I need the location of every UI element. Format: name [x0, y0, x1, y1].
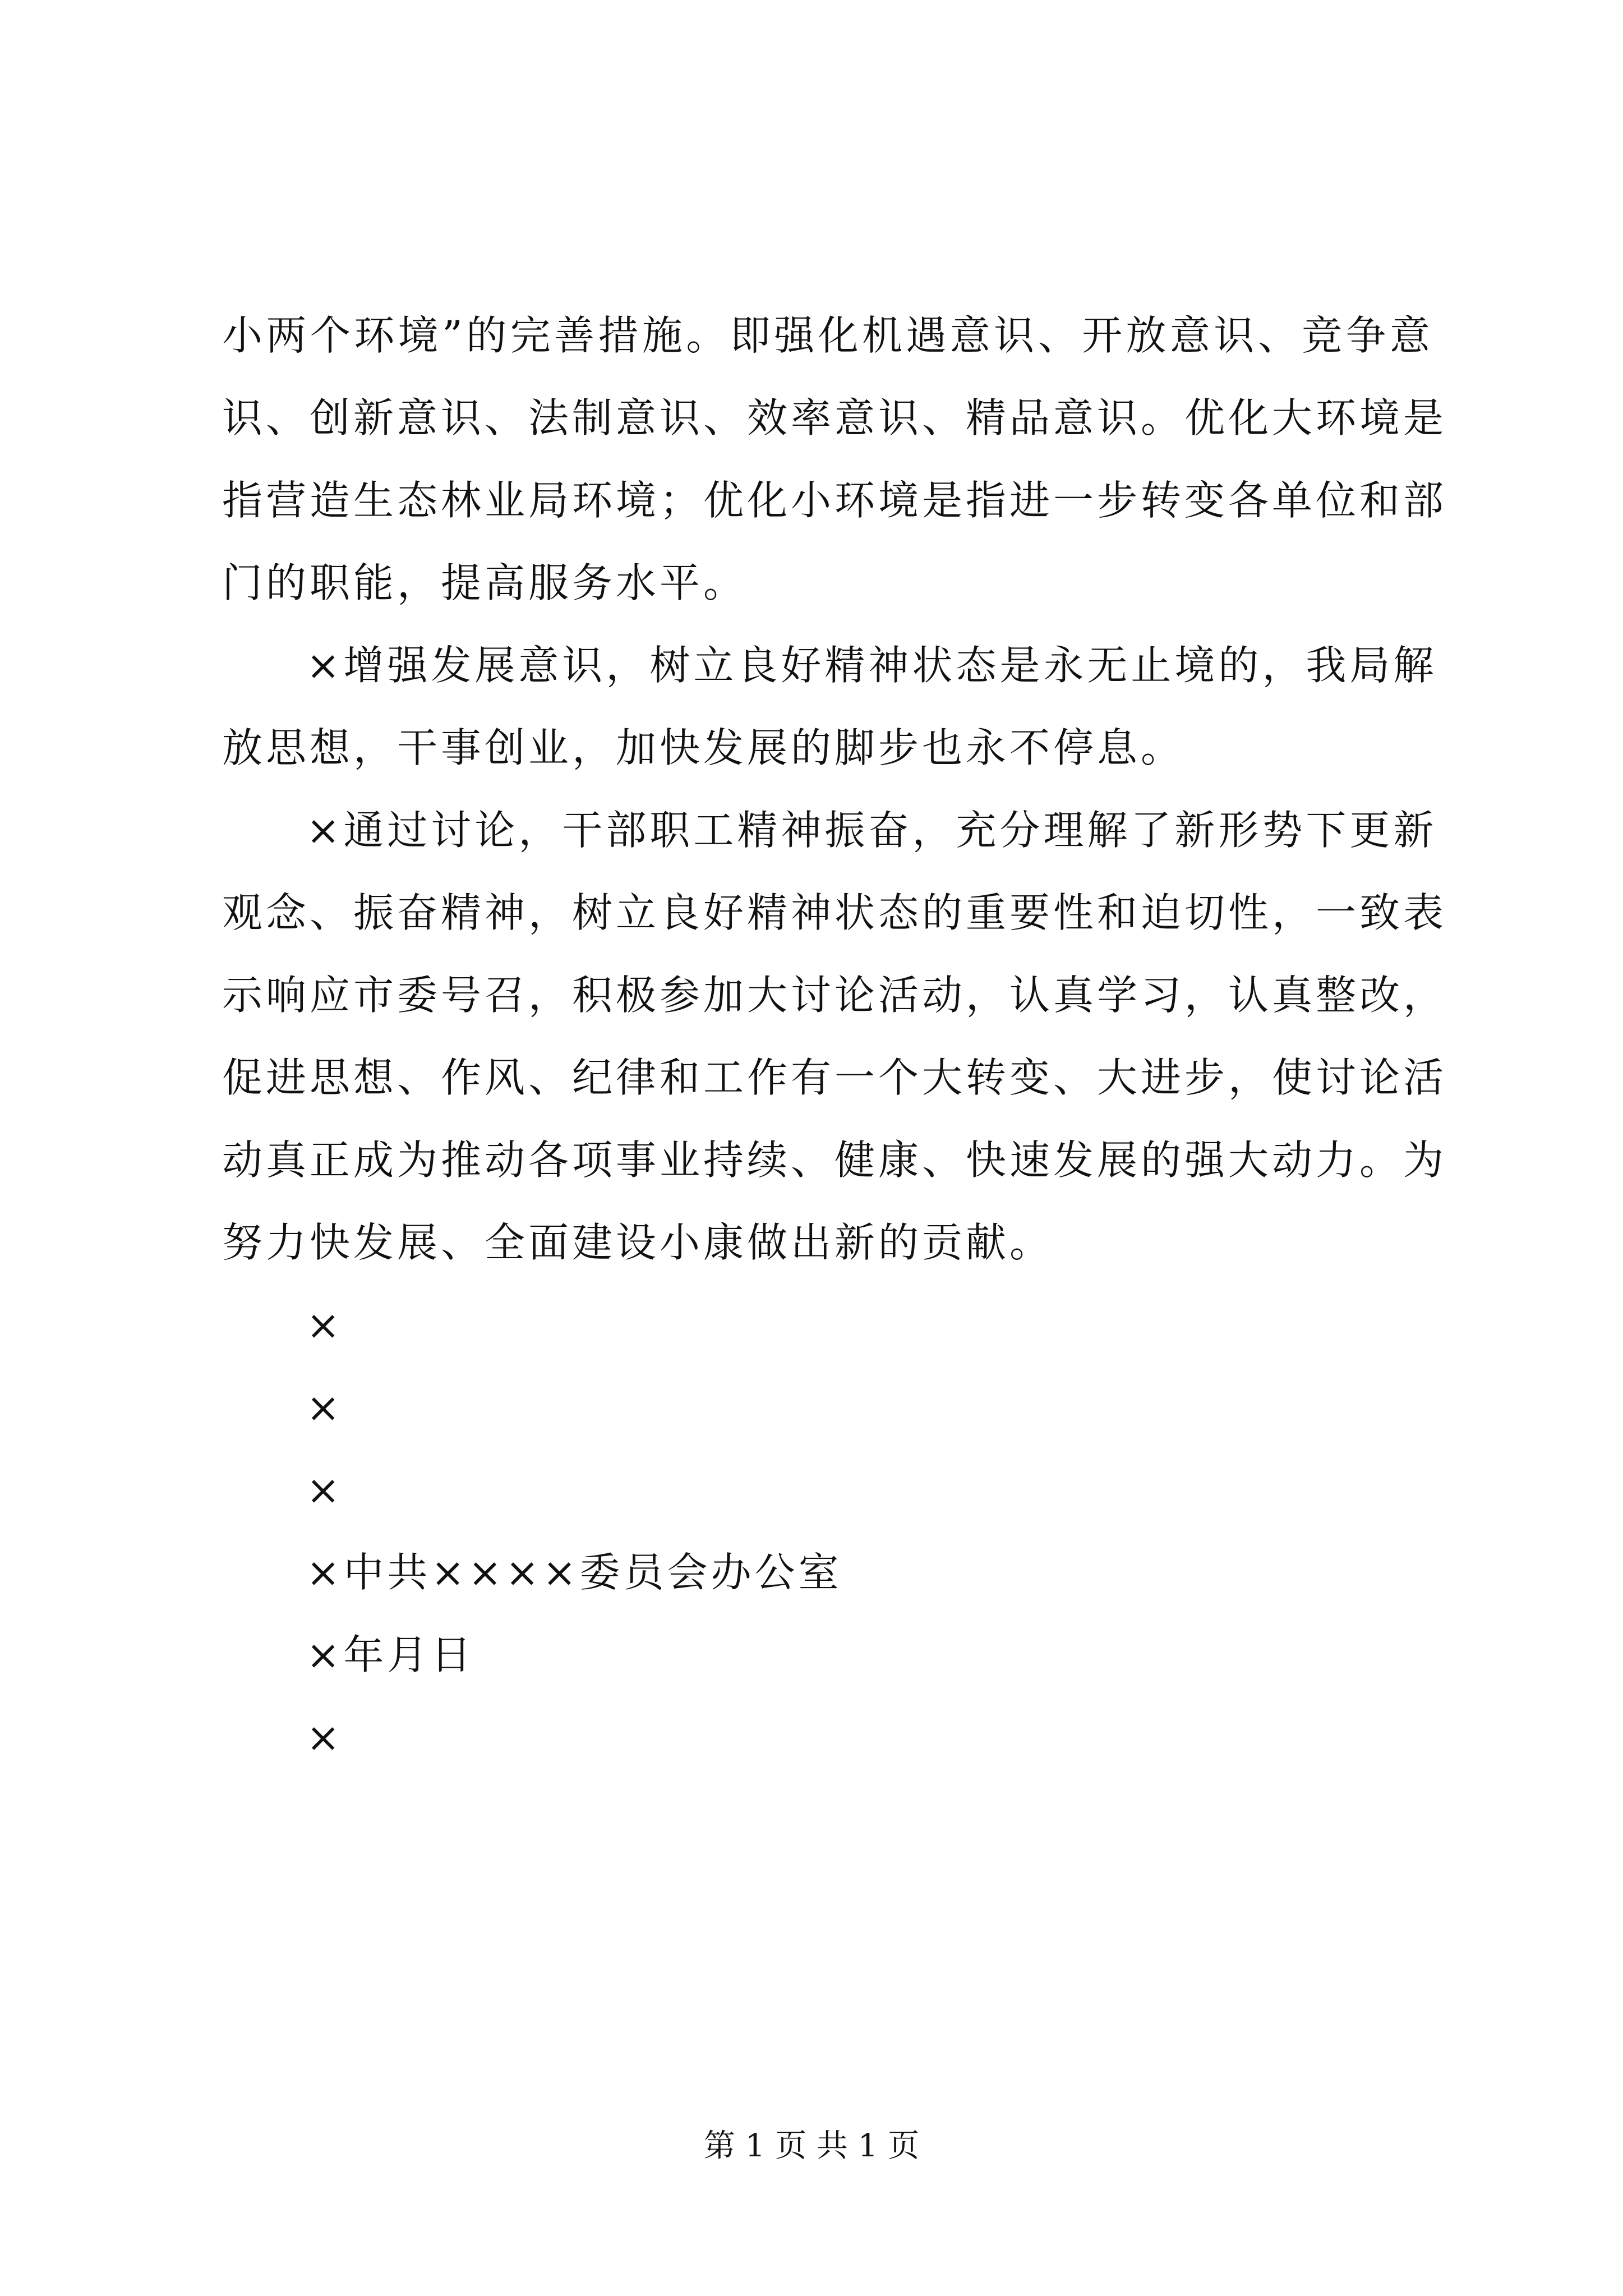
page-footer: 第 1 页 共 1 页 — [703, 2128, 920, 2164]
paragraph-line: 识、创新意识、法制意识、效率意识、精品意识。优化大环境是 — [222, 394, 1447, 441]
paragraph-line: 示响应市委号召，积极参加大讨论活动，认真学习，认真整改， — [222, 972, 1447, 1019]
paragraph-1 — [222, 295, 1447, 624]
document-body — [222, 295, 1447, 1779]
paragraph-line: 放思想，干事创业，加快发展的脚步也永不停息。 — [222, 724, 1185, 771]
mark-line: × — [306, 1384, 344, 1431]
paragraph-2 — [222, 624, 1437, 789]
paragraph-line: 小两个环境”的完善措施。即强化机遇意识、开放意识、竞争意 — [222, 312, 1433, 359]
paragraph-line: 促进思想、作风、纪律和工作有一个大转变、大进步，使讨论活 — [222, 1054, 1447, 1101]
date-line: ×年月日 — [306, 1631, 475, 1678]
paragraph-line: 努力快发展、全面建设小康做出新的贡献。 — [222, 1219, 1054, 1266]
paragraph-line: ×增强发展意识，树立良好精神状态是永无止境的，我局解 — [306, 642, 1437, 689]
paragraph-line: ×通过讨论，干部职工精神振奋，充分理解了新形势下更新 — [306, 807, 1437, 854]
paragraph-line: 门的职能，提高服务水平。 — [222, 559, 748, 606]
paragraph-3 — [222, 789, 1447, 1284]
signature-line: ×中共××××委员会办公室 — [306, 1549, 842, 1596]
mark-line: × — [306, 1714, 344, 1761]
paragraph-line: 观念、振奋精神，树立良好精神状态的重要性和迫切性，一致表 — [222, 889, 1447, 936]
mark-line: × — [306, 1466, 344, 1513]
paragraph-line: 动真正成为推动各项事业持续、健康、快速发展的强大动力。为 — [222, 1137, 1447, 1184]
mark-line: × — [306, 1301, 344, 1349]
paragraph-line: 指营造生态林业局环境；优化小环境是指进一步转变各单位和部 — [222, 477, 1447, 524]
